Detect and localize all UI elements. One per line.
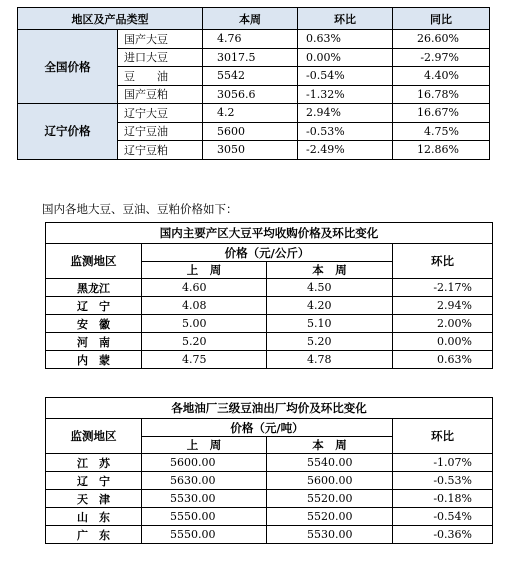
summary-price-table	[17, 7, 490, 160]
price-cell: 5542	[203, 67, 298, 86]
region-cell: 广 东	[46, 526, 142, 544]
change-cell: -0.53%	[393, 472, 493, 490]
last-week-cell: 5630.00	[142, 472, 267, 490]
price-cell: 4.76	[203, 30, 298, 49]
price-cell: 3056.6	[203, 85, 298, 104]
region-cell: 辽 宁	[46, 297, 142, 315]
table-row	[46, 315, 493, 333]
product-name: 辽宁大豆	[118, 104, 203, 123]
yoy-cell: 12.86%	[393, 141, 490, 160]
yoy-cell: 16.78%	[393, 85, 490, 104]
product-name: 辽宁豆油	[118, 122, 203, 141]
table-row	[46, 333, 493, 351]
this-week-cell: 4.50	[267, 279, 393, 297]
change-cell: -0.54%	[393, 508, 493, 526]
change-cell: 0.00%	[393, 333, 493, 351]
region-cell: 山 东	[46, 508, 142, 526]
table-row	[46, 454, 493, 472]
yoy-cell: 16.67%	[393, 104, 490, 123]
this-week-cell: 4.20	[267, 297, 393, 315]
this-week-cell: 5600.00	[267, 472, 393, 490]
change-cell: -1.07%	[393, 454, 493, 472]
this-week-cell: 5530.00	[267, 526, 393, 544]
soybean-purchase-price-table	[45, 222, 493, 369]
table-row	[46, 279, 493, 297]
this-week-cell: 5.20	[267, 333, 393, 351]
region-cell: 安 徽	[46, 315, 142, 333]
header-change: 环比	[298, 8, 393, 30]
change-cell: -0.18%	[393, 490, 493, 508]
this-week-cell: 5540.00	[267, 454, 393, 472]
table-header-row	[46, 419, 493, 437]
price-cell: 3017.5	[203, 48, 298, 67]
product-name: 辽宁豆粕	[118, 141, 203, 160]
change-cell: -0.54%	[298, 67, 393, 86]
last-week-cell: 5550.00	[142, 508, 267, 526]
last-week-cell: 5600.00	[142, 454, 267, 472]
header-last-week: 上 周	[142, 262, 267, 279]
last-week-cell: 5550.00	[142, 526, 267, 544]
product-name: 国产豆粕	[118, 85, 203, 104]
table-title-row	[46, 223, 493, 244]
change-cell: -2.17%	[393, 279, 493, 297]
region-cell: 天 津	[46, 490, 142, 508]
table-header-row	[46, 244, 493, 262]
this-week-cell: 5.10	[267, 315, 393, 333]
last-week-cell: 4.60	[142, 279, 267, 297]
header-this-week: 本 周	[267, 262, 393, 279]
change-cell: 0.63%	[393, 351, 493, 369]
change-cell: 2.00%	[393, 315, 493, 333]
table-row	[46, 490, 493, 508]
last-week-cell: 4.08	[142, 297, 267, 315]
table-title: 各地油厂三级豆油出厂均价及环比变化	[46, 398, 493, 419]
table-row	[18, 30, 490, 49]
change-cell: -0.36%	[393, 526, 493, 544]
table-row	[46, 472, 493, 490]
header-this-week: 本 周	[267, 437, 393, 454]
region-cell: 江 苏	[46, 454, 142, 472]
summary-header-row	[18, 8, 490, 30]
yoy-cell: 26.60%	[393, 30, 490, 49]
region-cell: 河 南	[46, 333, 142, 351]
header-price: 价格（元/公斤）	[142, 244, 393, 262]
change-cell: -2.49%	[298, 141, 393, 160]
header-this-week: 本周	[203, 8, 298, 30]
table-title: 国内主要产区大豆平均收购价格及环比变化	[46, 223, 493, 244]
yoy-cell: 4.75%	[393, 122, 490, 141]
yoy-cell: -2.97%	[393, 48, 490, 67]
change-cell: 2.94%	[393, 297, 493, 315]
header-last-week: 上 周	[142, 437, 267, 454]
change-cell: 2.94%	[298, 104, 393, 123]
last-week-cell: 5530.00	[142, 490, 267, 508]
soybean-oil-price-table	[45, 397, 493, 544]
table-title-row	[46, 398, 493, 419]
header-price: 价格（元/吨）	[142, 419, 393, 437]
region-liaoning: 辽宁价格	[18, 104, 118, 160]
this-week-cell: 5520.00	[267, 508, 393, 526]
change-cell: -1.32%	[298, 85, 393, 104]
price-cell: 3050	[203, 141, 298, 160]
last-week-cell: 4.75	[142, 351, 267, 369]
product-name: 国产大豆	[118, 30, 203, 49]
table-row	[46, 351, 493, 369]
region-cell: 辽 宁	[46, 472, 142, 490]
change-cell: 0.00%	[298, 48, 393, 67]
yoy-cell: 4.40%	[393, 67, 490, 86]
table-row	[46, 526, 493, 544]
table-row	[46, 508, 493, 526]
header-region-product: 地区及产品类型	[18, 8, 203, 30]
price-cell: 4.2	[203, 104, 298, 123]
section-caption: 国内各地大豆、豆油、豆粕价格如下：	[42, 202, 238, 216]
change-cell: -0.53%	[298, 122, 393, 141]
product-name: 豆 油	[118, 67, 203, 86]
region-cell: 黑龙江	[46, 279, 142, 297]
product-name: 进口大豆	[118, 48, 203, 67]
header-change: 环比	[393, 244, 493, 279]
price-cell: 5600	[203, 122, 298, 141]
header-yoy: 同比	[393, 8, 490, 30]
change-cell: 0.63%	[298, 30, 393, 49]
last-week-cell: 5.00	[142, 315, 267, 333]
last-week-cell: 5.20	[142, 333, 267, 351]
region-cell: 内 蒙	[46, 351, 142, 369]
header-change: 环比	[393, 419, 493, 454]
table-row	[18, 104, 490, 123]
region-national: 全国价格	[18, 30, 118, 104]
table-row	[46, 297, 493, 315]
this-week-cell: 4.78	[267, 351, 393, 369]
header-region: 监测地区	[46, 244, 142, 279]
header-region: 监测地区	[46, 419, 142, 454]
this-week-cell: 5520.00	[267, 490, 393, 508]
